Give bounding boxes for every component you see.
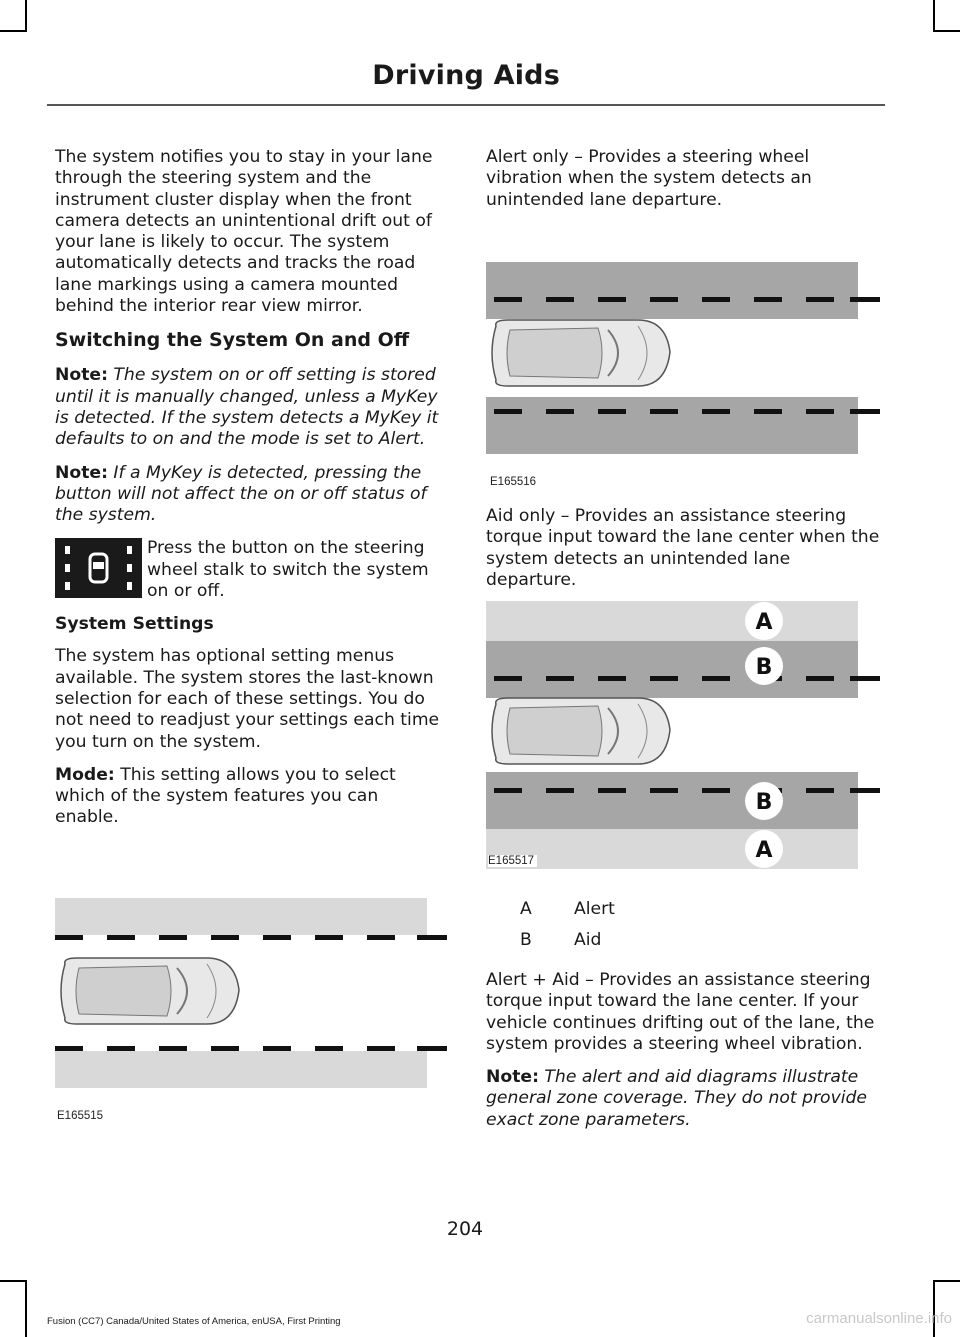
lane-diagram-svg [486, 262, 880, 454]
crop-mark [25, 0, 27, 32]
svg-text:B: B [755, 790, 773, 815]
crop-mark [0, 30, 25, 32]
crop-mark [933, 30, 960, 32]
legend-label: Alert [574, 899, 615, 919]
header-divider [47, 104, 885, 106]
intro-paragraph: The system notifies you to stay in your lane through the steering system and the instrument cluster display when the front camera detects an unintentional drift out of your lane is likely to occur. The system automatically detects and tracks the road lane markings using a camera mounted behind the interior rear view mirror. [55, 147, 433, 317]
right-column [486, 147, 878, 223]
legend-row [486, 925, 878, 956]
note-text: If a MyKey is detected, pressing the button will not affect the on or off status of the system. [55, 462, 427, 526]
switching-heading: Switching the System On and Off [55, 329, 410, 352]
crop-mark [933, 0, 935, 32]
callout-a-bottom [745, 830, 783, 868]
note-text: The alert and aid diagrams illustrate general zone coverage. They do not provide exact zone parameters. [486, 1067, 868, 1130]
mode-paragraph [55, 765, 447, 829]
page-number: 204 [446, 1218, 484, 1240]
mode-text: This setting allows you to select which of the system features you can enable. [55, 764, 396, 828]
legend-label: Aid [574, 930, 602, 950]
note-diagrams [486, 1067, 878, 1131]
left-column [55, 147, 447, 841]
callout-b-top [745, 647, 783, 685]
settings-heading: System Settings [55, 614, 214, 635]
crop-mark [0, 1280, 25, 1282]
crop-mark [933, 1280, 935, 1337]
settings-paragraph: The system has optional setting menus available. The system stores the last-known selection for each of these settings. You do not need to readjust your settings each time you turn on the system. [55, 646, 440, 752]
mode-label: Mode: [55, 764, 115, 785]
note-label: Note: [55, 365, 108, 386]
legend-row [486, 894, 878, 925]
note-label: Note: [55, 462, 108, 483]
lane-diagram-aid [486, 601, 880, 871]
crop-mark [25, 1280, 27, 1337]
svg-text:B: B [755, 655, 773, 680]
button-instruction-text: Press the button on the steering wheel stalk to switch the system on or off. [147, 538, 429, 602]
footer-text: Fusion (CC7) Canada/United States of America, enUSA, First Printing [47, 1316, 341, 1327]
car-icon [492, 698, 670, 764]
callout-b-bottom [745, 782, 783, 820]
callout-a-top [745, 602, 783, 640]
right-lower [486, 888, 878, 1143]
lane-diagram-svg [55, 898, 447, 1088]
svg-text:A: A [755, 610, 773, 635]
alert-only-paragraph: Alert only – Provides a steering wheel vibration when the system detects an unintended lane departure. [486, 147, 812, 210]
note-label: Note: [486, 1067, 539, 1088]
car-icon [492, 320, 670, 386]
lane-diagram-alert [486, 262, 880, 492]
figure-code: E165515 [57, 1110, 104, 1122]
lane-diagram-svg [486, 601, 880, 869]
legend-key: A [520, 899, 532, 919]
note-switching-storage [55, 365, 447, 450]
note-mykey [55, 463, 447, 527]
note-text: The system on or off setting is stored until it is manually changed, unless a MyKey is detected. If the system detects a MyKey it defaults to on and the mode is set to Alert. [55, 365, 439, 450]
page-title: Driving Aids [372, 60, 560, 91]
lane-keeping-icon [55, 538, 142, 598]
alert-aid-paragraph: Alert + Aid – Provides an assistance steering torque input toward the lane center. If your vehicle continues drifting out of the lane, the system provides a steering wheel vibration. [486, 970, 875, 1054]
aid-only-paragraph: Aid only – Provides an assistance steering torque input toward the lane center when the system detects an unintended lane departure. [486, 506, 880, 590]
figure-code: E165516 [490, 476, 537, 488]
legend [486, 894, 878, 956]
figure-code: E165517 [488, 855, 537, 867]
crop-mark [933, 1280, 960, 1282]
button-instruction [55, 538, 447, 602]
car-icon [61, 958, 239, 1024]
watermark: carmanualsonline.info [806, 1310, 952, 1327]
lane-diagram-basic [55, 898, 447, 1130]
legend-key: B [520, 930, 532, 950]
svg-text:A: A [755, 838, 773, 863]
